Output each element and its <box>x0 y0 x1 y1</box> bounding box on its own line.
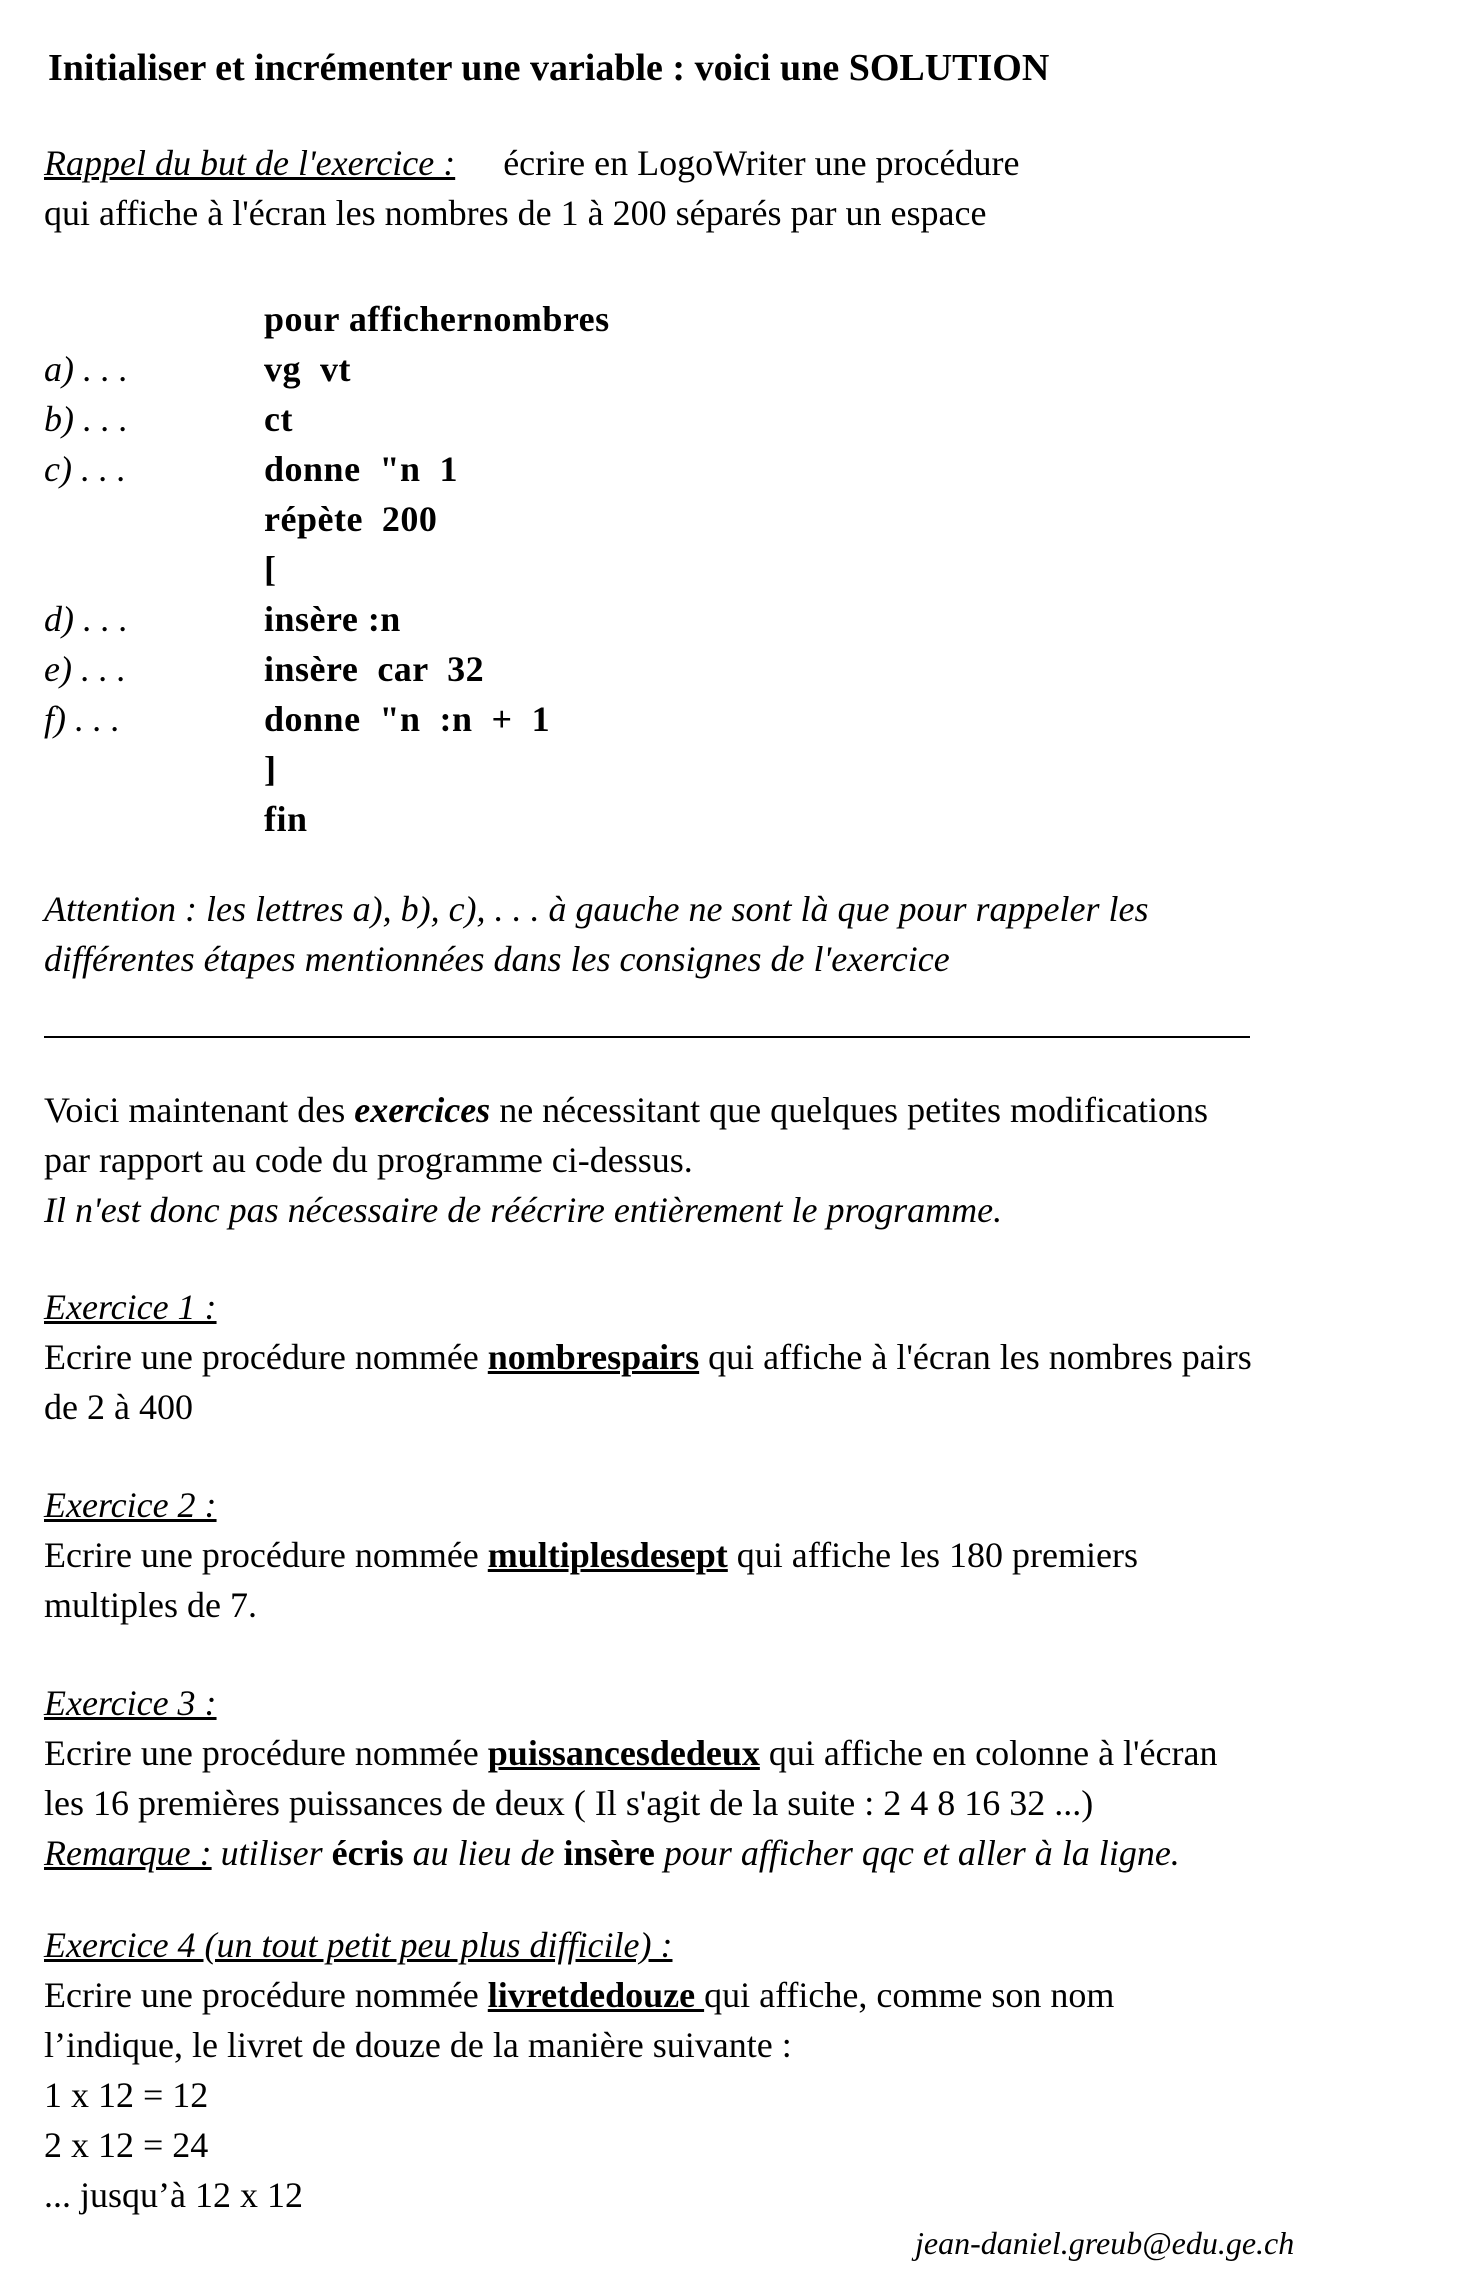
remark-keyword: écris <box>331 1833 404 1873</box>
code-statement: pour affichernombres <box>264 299 610 339</box>
exercise-2 <box>44 1480 1138 1630</box>
step-label: c) . . . <box>44 449 126 489</box>
goal-line-1 <box>44 138 1019 188</box>
intro-line-3: Il n'est donc pas nécessaire de réécrire entièrement le programme. <box>44 1190 1003 1230</box>
author-email: jean-daniel.greub@edu.ge.ch <box>915 2225 1295 2261</box>
exercise-text: Ecrire une procédure nommée <box>44 1337 488 1377</box>
procedure-name: puissancesdedeux <box>487 1733 760 1773</box>
exercise-text: Ecrire une procédure nommée <box>44 1975 488 2015</box>
intro-emphasis: exercices <box>354 1090 491 1130</box>
exercise-text: Ecrire une procédure nommée <box>44 1733 488 1773</box>
exercise-line: les 16 premières puissances de deux ( Il s'agit de la suite : 2 4 8 16 32 ...) <box>44 1783 1094 1823</box>
attention-note <box>44 884 1148 984</box>
exercise-line <box>44 1970 1114 2020</box>
exercise-heading: Exercice 1 : <box>44 1287 217 1327</box>
exercise-line: de 2 à 400 <box>44 1387 193 1427</box>
procedure-name: livretdedouze <box>487 1975 705 2015</box>
exercise-line <box>44 1728 1217 1778</box>
exercise-3 <box>44 1678 1217 1878</box>
exercise-text: qui affiche, comme son nom <box>704 1975 1115 2015</box>
exercise-heading: Exercice 2 : <box>44 1485 217 1525</box>
exercise-text: qui affiche les 180 premiers <box>727 1535 1138 1575</box>
remark-keyword: insère <box>563 1833 655 1873</box>
step-label: f) . . . <box>44 699 120 739</box>
intro-text: ne nécessitant que quelques petites modifications <box>490 1090 1209 1130</box>
code-statement: vg vt <box>264 349 351 389</box>
code-statement: insère :n <box>264 599 401 639</box>
attention-line-2: différentes étapes mentionnées dans les consignes de l'exercice <box>44 939 950 979</box>
page-title: Initialiser et incrémenter une variable : voici une SOLUTION <box>48 47 1050 89</box>
exercise-line <box>44 1332 1252 1382</box>
code-statement: répète 200 <box>264 499 438 539</box>
remark-text: au lieu de <box>403 1833 564 1873</box>
code-statement: donne "n :n + 1 <box>264 699 551 739</box>
exercise-line: l’indique, le livret de douze de la manière suivante : <box>44 2025 792 2065</box>
exercise-remark <box>44 1828 1217 1878</box>
remark-text: utiliser <box>211 1833 332 1873</box>
example-line: ... jusqu’à 12 x 12 <box>44 2175 303 2215</box>
exercises-intro <box>44 1085 1208 1235</box>
code-statement: donne "n 1 <box>264 449 459 489</box>
intro-text: Voici maintenant des <box>44 1090 355 1130</box>
code-statement: [ <box>264 549 277 589</box>
step-label: d) . . . <box>44 599 128 639</box>
remark-label: Remarque : <box>44 1833 212 1873</box>
step-label: a) . . . <box>44 349 128 389</box>
exercise-line <box>44 1530 1138 1580</box>
step-label: b) . . . <box>44 399 128 439</box>
exercise-1 <box>44 1282 1252 1432</box>
step-label: e) . . . <box>44 649 126 689</box>
code-statement: ] <box>264 749 277 789</box>
exercise-heading: Exercice 3 : <box>44 1683 217 1723</box>
procedure-name: nombrespairs <box>487 1337 700 1377</box>
divider <box>44 1036 1250 1038</box>
goal-label: Rappel du but de l'exercice : <box>44 143 456 183</box>
remark-text: pour afficher qqc et aller à la ligne. <box>654 1833 1180 1873</box>
exercise-goal <box>44 138 1019 238</box>
intro-line-2: par rapport au code du programme ci-dessus. <box>44 1140 693 1180</box>
exercise-4 <box>44 1920 1114 2220</box>
exercise-line: multiples de 7. <box>44 1585 257 1625</box>
exercise-heading: Exercice 4 (un tout petit peu plus difficile) : <box>44 1925 673 1965</box>
procedure-name: multiplesdesept <box>487 1535 728 1575</box>
example-line: 1 x 12 = 12 <box>44 2075 209 2115</box>
goal-text-2: qui affiche à l'écran les nombres de 1 à 200 séparés par un espace <box>44 193 987 233</box>
exercise-text: qui affiche en colonne à l'écran <box>759 1733 1218 1773</box>
code-statement: insère car 32 <box>264 649 485 689</box>
intro-line-1 <box>44 1085 1208 1135</box>
code-statement: ct <box>264 399 293 439</box>
exercise-text: Ecrire une procédure nommée <box>44 1535 488 1575</box>
code-statement: fin <box>264 799 308 839</box>
goal-text-1: écrire en LogoWriter une procédure <box>503 143 1020 183</box>
example-line: 2 x 12 = 24 <box>44 2125 209 2165</box>
attention-line-1: Attention : les lettres a), b), c), . . . à gauche ne sont là que pour rappeler les <box>44 889 1149 929</box>
exercise-text: qui affiche à l'écran les nombres pairs <box>699 1337 1252 1377</box>
